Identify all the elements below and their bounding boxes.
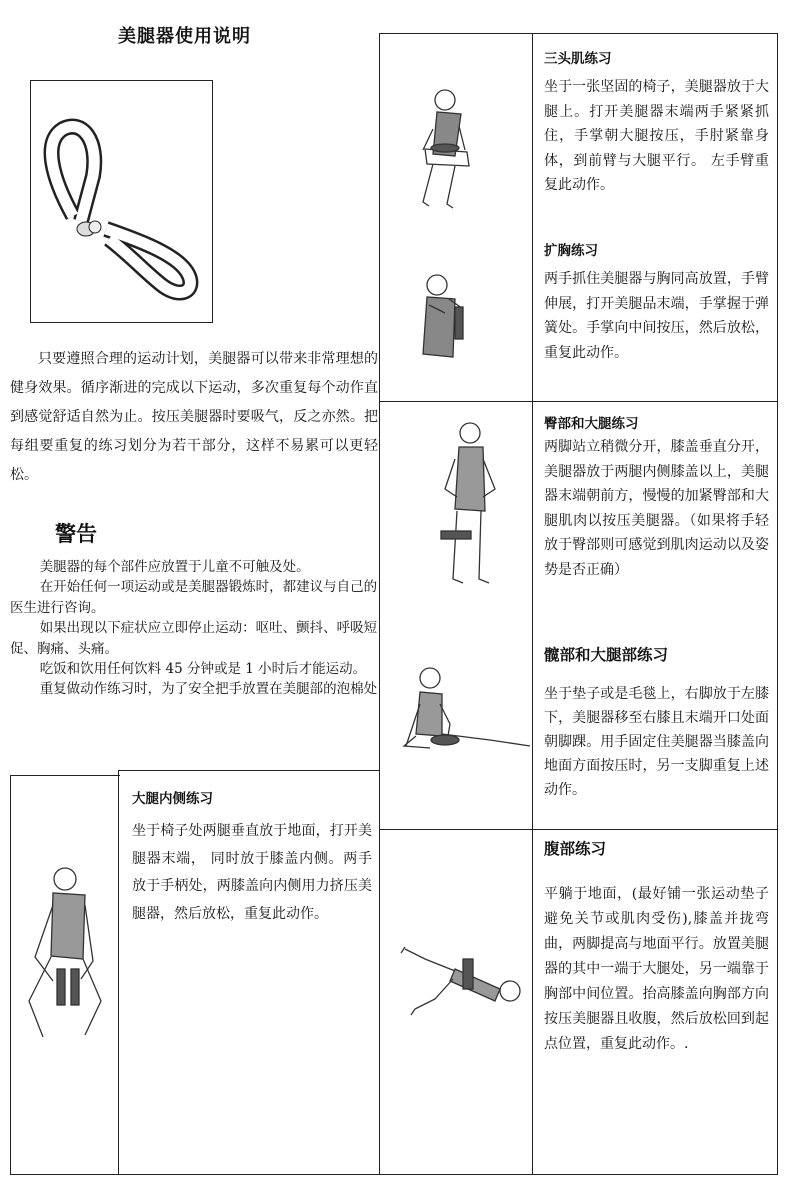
section-text: 坐于一张坚固的椅子，美腿器放于大腿上。打开美腿器末端两手紧紧抓住，手掌朝大腿按压，手肘紧靠身体，到前臂与大腿平行。 左手臂重复此动作。 — [544, 79, 769, 194]
page-title: 美腿器使用说明 — [118, 26, 251, 47]
abdomen-section — [544, 836, 769, 1057]
warning-item: 在开始任何一项运动或是美腿器锻炼时，都建议与自己的医生进行咨询。 — [10, 579, 378, 616]
abdomen-figure-icon — [395, 919, 525, 1029]
product-illustration-frame — [30, 80, 213, 323]
warning-item: 重复做动作练习时，为了安全把手放置在美腿部的泡棉处 — [39, 681, 378, 698]
warning-item: 吃饭和饮用任何饮料 45 分钟或是 1 小时后才能运动。 — [39, 661, 367, 678]
hip-thigh-section — [544, 413, 769, 582]
row-divider — [380, 401, 777, 402]
warning-list — [10, 557, 378, 700]
triceps-figure-icon — [405, 84, 485, 224]
warning-item: 美腿器的每个部件应放置于儿童不可触及处。 — [39, 559, 310, 575]
section-title: 髋部和大腿部练习 — [544, 646, 669, 664]
row-divider — [380, 829, 777, 830]
pelvis-thigh-section — [544, 642, 769, 802]
section-text: 两脚站立稍微分开，膝盖垂直分开，美腿器放于两腿内侧膝盖以上，美腿器末端朝前方，慢慢的加紧臀部和大腿肌肉以按压美腿器。（如果将手轻放于臀部则可感觉到肌肉运动以及姿势是否正确） — [544, 439, 769, 578]
section-title: 臀部和大腿练习 — [544, 416, 639, 432]
chest-figure-icon — [405, 269, 485, 369]
inner-thigh-figure-icon — [23, 861, 113, 1051]
section-title: 扩胸练习 — [544, 243, 598, 259]
chest-section — [544, 240, 769, 365]
intro-paragraph: 只要遵照合理的运动计划，美腿器可以带来非常理想的健身效果。循序渐进的完成以下运动，多次重复每个动作直到感觉舒适自然为止。按压美腿器时要吸气，反之亦然。把每组要重复的练习划分为若干部分，这样不易累可以更轻松。 — [10, 351, 378, 483]
section-text: 平躺于地面，(最好铺一张运动垫子避免关节或肌肉受伤),膝盖并拢弯曲，两脚提高与地面平行。放置美腿器的其中一端于大腿处，另一端靠于胸部中间位置。抬高膝盖向胸部方向按压美腿器且收腹，然后放松回到起点位置，重复此动作。. — [544, 886, 769, 1052]
exercise-table-right — [379, 33, 778, 1175]
figure-cell — [10, 775, 120, 1175]
section-title: 大腿内侧练习 — [132, 791, 213, 807]
exercise-table-left — [10, 770, 380, 1175]
section-title: 腹部练习 — [544, 840, 607, 858]
section-title: 三头肌练习 — [544, 51, 612, 67]
section-text: 坐于垫子或是毛毯上，右脚放于左膝下，美腿器移至右膝且末端开口处面朝脚踝。用手固定住美腿器当膝盖向地面方面按压时，另一支脚重复上述动作。 — [544, 686, 769, 798]
section-text: 两手抓住美腿器与胸同高放置，手臂伸展，打开美腿品末端，手掌握于弹簧处。手掌向中间按压，然后放松，重复此动作。 — [544, 271, 769, 361]
section-text: 坐于椅子处两腿垂直放于地面，打开美腿器末端， 同时放于膝盖内侧。两手放于手柄处，两膝盖向内侧用力挤压美腿器，然后放松，重复此动作。 — [132, 823, 372, 922]
warning-item: 如果出现以下症状应立即停止运动：呕吐、颤抖、呼吸短促、胸痛、头痛。 — [10, 620, 378, 657]
inner-thigh-section — [132, 788, 372, 928]
warning-heading: 警告 — [55, 522, 97, 546]
thigh-master-icon — [31, 81, 211, 321]
pelvis-thigh-figure-icon — [390, 664, 535, 759]
hip-thigh-figure-icon — [435, 419, 505, 589]
triceps-section — [544, 48, 769, 198]
column-divider — [532, 34, 533, 1174]
